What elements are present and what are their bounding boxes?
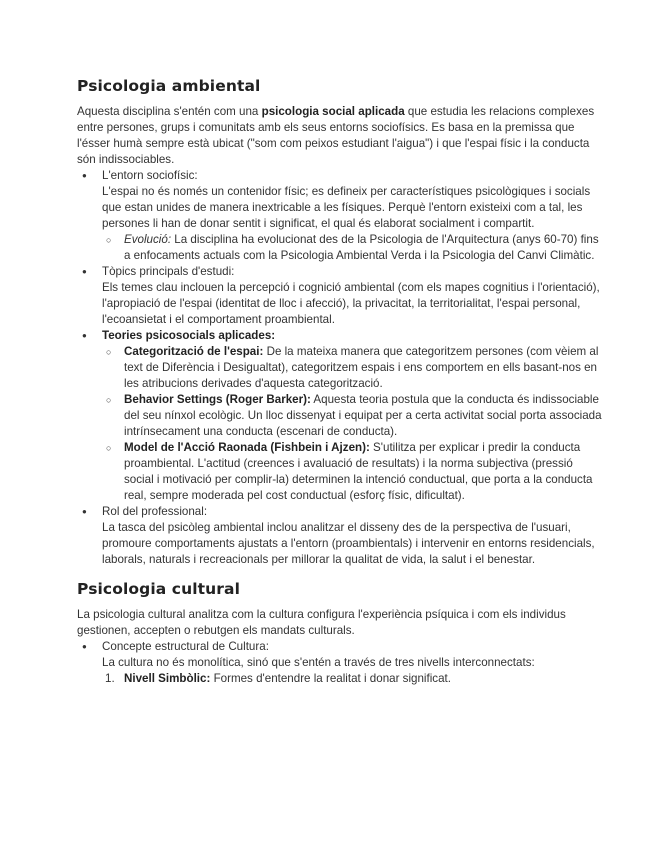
sub-item-evolucio: ○ Evolució: La disciplina ha evolucionat des de la Psicologia de l'Arquitectura (anys 60-70) fins a enfocaments actuals com la Psicologia Ambiental Verda i la Psicologia del Canvi Climàtic.: [102, 232, 605, 264]
bullet-topics: [77, 264, 605, 328]
bullet-label: ● L'entorn sociofísic:: [102, 169, 198, 182]
bullet-label: ● Teories psicosocials aplicades:: [102, 329, 276, 342]
ambiental-bullet-list: [77, 168, 605, 568]
numbered-item: 1. Nivell Simbòlic: Formes d'entendre la realitat i donar significat.: [105, 672, 451, 685]
bullet-text: L'espai no és només un contenidor físic; es defineix per característiques psicològiques i socials que estan unides de manera inextricable a les físiques. Perquè l'entorn existeixi com a tal, les persones li han de donar sentit i significat, el qual és elaborat socialment i compartit.: [102, 185, 591, 230]
sub-item-behavior-settings: ○ Behavior Settings (Roger Barker): Aquesta teoria postula que la conducta és indissociable del seu nínxol ecològic. Un lloc dissenyat i equipat per a certa activitat social porta associada intrínsecament una conducta (escenari de conducta).: [102, 392, 605, 440]
cultural-bullet-list: [77, 639, 605, 687]
bullet-text: Els temes clau inclouen la percepció i cognició ambiental (com els mapes cognitius i l'orientació), l'apropiació de l'espai (identitat de lloc i afecció), la privacitat, la territorialitat, l'espai personal, l'ecoansietat i el comportament proambiental.: [102, 281, 600, 326]
bullet-concepte: [77, 639, 605, 687]
section-title-psicologia-ambiental: Psicologia ambiental: [77, 77, 261, 95]
bullet-entorn: [77, 168, 605, 264]
numbered-list: [102, 671, 605, 687]
intro-paragraph: Aquesta disciplina s'entén com una psicologia social aplicada que estudia les relacions complexes entre persones, grups i comunitats amb els seus entorns sociofísics. Es basa en la premissa que l'ésser humà sempre està ubicat ("som com peixos estudiant l'aigua") i que l'espai físic i la conducta són indissociables.: [77, 105, 595, 166]
sub-item-categoritzacio: ○ Categorització de l'espai: De la mateixa manera que categoritzem persones (com vèiem al text de Diferència i Desigualtat), categoritzem espais i ens comportem en ells basant-nos en les atribucions derivades d'aquesta categorització.: [102, 344, 605, 392]
sub-item-accio-raonada: ○ Model de l'Acció Raonada (Fishbein i Ajzen): S'utilitza per explicar i predir la conducta proambiental. L'actitud (creences i avaluació de resultats) i la norma subjectiva (pressió social i motivació per complir-la) determinen la intenció conductual, que porta a la conducta real, sempre moderada pel cost conductual (esforç físic, dificultat).: [102, 440, 605, 504]
bullet-text: La tasca del psicòleg ambiental inclou analitzar el disseny des de la perspectiva de l'usuari, promoure comportaments ajustats a l'entorn (proambientals) i intervenir en entorns residencials, laborals, naturals i recreacionals per millorar la qualitat de vida, la salut i el benestar.: [102, 521, 595, 566]
section-title-psicologia-cultural: Psicologia cultural: [77, 580, 240, 598]
bullet-text: La cultura no és monolítica, sinó que s'entén a través de tres nivells interconnectats:: [102, 656, 535, 669]
bullet-label: ● Rol del professional:: [102, 505, 208, 518]
bullet-teories: [77, 328, 605, 504]
sub-list: [102, 232, 605, 264]
cultural-intro-paragraph: La psicologia cultural analitza com la cultura configura l'experiència psíquica i com els individus gestionen, accepten o rebutgen els mandats culturals.: [77, 608, 566, 637]
bullet-rol: [77, 504, 605, 568]
intro-bold-term: psicologia social aplicada: [261, 105, 405, 118]
bullet-label: ● Tòpics principals d'estudi:: [102, 265, 235, 278]
bullet-label: ● Concepte estructural de Cultura:: [102, 640, 269, 653]
sub-list: [102, 344, 605, 504]
